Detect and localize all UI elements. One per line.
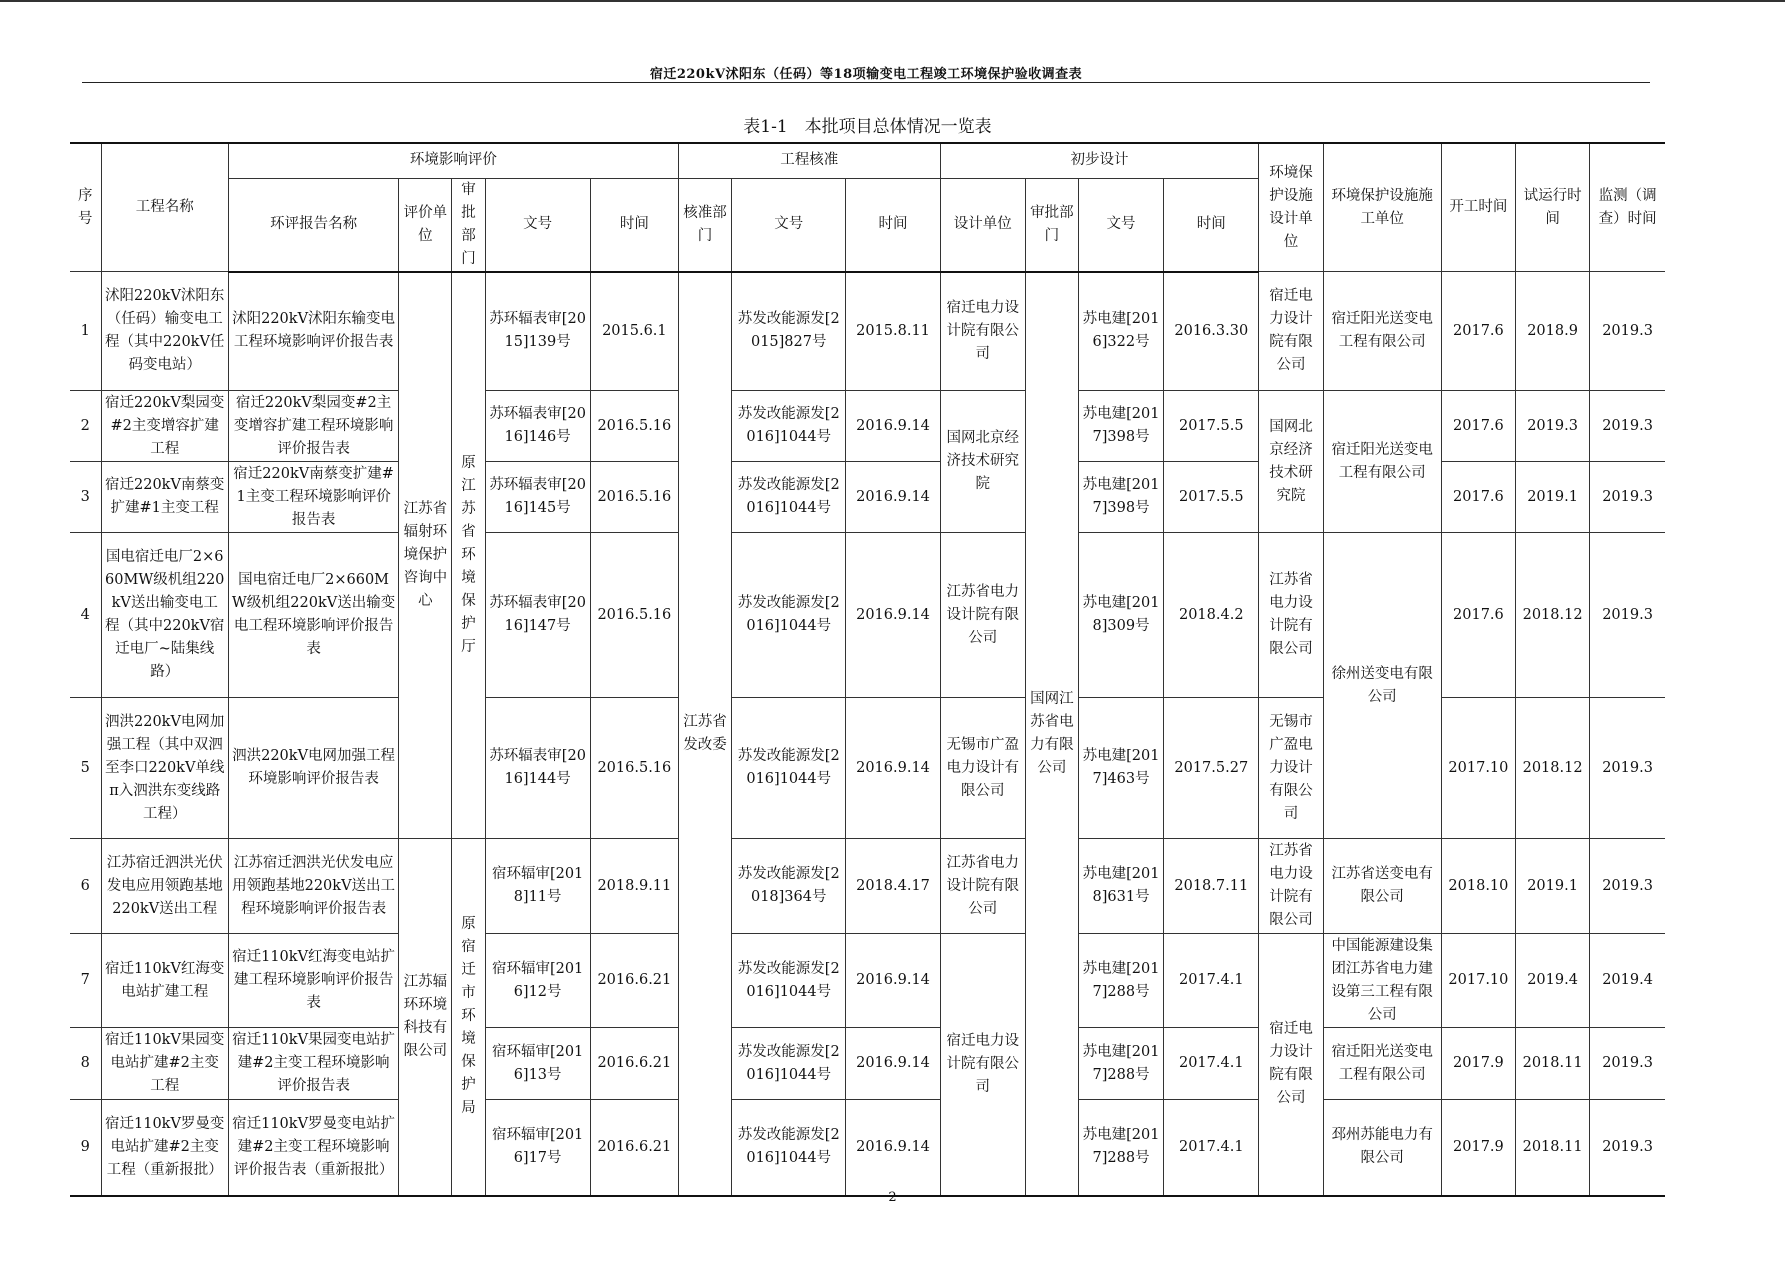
cell-eia-doc: 宿环辐审[2016]13号 xyxy=(485,1028,590,1100)
table-row xyxy=(70,272,1665,391)
cell-env-design-unit: 宿迁电力设计院有限公司 xyxy=(1259,272,1323,391)
cell-eia-unit: 江苏省辐射环境保护咨询中心 xyxy=(399,272,452,839)
cell-eia-doc: 苏环辐表审[2016]145号 xyxy=(485,462,590,533)
cell-trial-time: 2018.12 xyxy=(1516,533,1590,698)
page-number: 2 xyxy=(888,1190,897,1205)
cell-design-doc: 苏电建[2018]309号 xyxy=(1078,533,1163,698)
cell-project-name: 宿迁110kV罗曼变电站扩建#2主变工程（重新报批） xyxy=(101,1100,228,1196)
cell-approve-time: 2018.4.17 xyxy=(846,839,940,934)
cell-trial-time: 2018.9 xyxy=(1516,272,1590,391)
cell-eia-time: 2016.5.16 xyxy=(590,391,678,462)
cell-approve-time: 2016.9.14 xyxy=(846,391,940,462)
cell-approve-doc: 苏发改能源发[2016]1044号 xyxy=(732,1100,846,1196)
cell-approve-doc: 苏发改能源发[2018]364号 xyxy=(732,839,846,934)
cell-env-build-unit: 邳州苏能电力有限公司 xyxy=(1323,1100,1441,1196)
cell-approve-doc: 苏发改能源发[2016]1044号 xyxy=(732,391,846,462)
col-group-design: 初步设计 xyxy=(940,143,1259,178)
cell-project-name: 宿迁110kV红海变电站扩建工程 xyxy=(101,934,228,1028)
cell-approve-doc: 苏发改能源发[2016]1044号 xyxy=(732,698,846,839)
cell-start-time: 2017.6 xyxy=(1441,533,1515,698)
cell-design-doc: 苏电建[2017]398号 xyxy=(1078,391,1163,462)
col-design-doc: 文号 xyxy=(1078,178,1163,272)
cell-design-time: 2017.4.1 xyxy=(1164,1028,1259,1100)
cell-monitor-time: 2019.3 xyxy=(1590,839,1665,934)
cell-approve-time: 2016.9.14 xyxy=(846,1028,940,1100)
cell-env-design-unit: 宿迁电力设计院有限公司 xyxy=(1259,934,1323,1196)
col-design-unit: 设计单位 xyxy=(940,178,1025,272)
cell-start-time: 2017.9 xyxy=(1441,1100,1515,1196)
cell-trial-time: 2018.11 xyxy=(1516,1028,1590,1100)
cell-project-name: 沭阳220kV沭阳东（任码）输变电工程（其中220kV任码变电站） xyxy=(101,272,228,391)
col-monitor-time: 监测（调查）时间 xyxy=(1590,143,1665,272)
cell-env-build-unit: 中国能源建设集团江苏省电力建设第三工程有限公司 xyxy=(1323,934,1441,1028)
cell-approve-doc: 苏发改能源发[2016]1044号 xyxy=(732,1028,846,1100)
cell-seq: 4 xyxy=(70,533,101,698)
cell-design-time: 2017.5.5 xyxy=(1164,391,1259,462)
cell-approve-time: 2016.9.14 xyxy=(846,934,940,1028)
col-approve-doc: 文号 xyxy=(732,178,846,272)
cell-seq: 9 xyxy=(70,1100,101,1196)
cell-trial-time: 2019.3 xyxy=(1516,391,1590,462)
cell-design-doc: 苏电建[2018]631号 xyxy=(1078,839,1163,934)
cell-project-name: 国电宿迁电厂2×660MW级机组220kV送出输变电工程（其中220kV宿迁电厂~陆集线路） xyxy=(101,533,228,698)
cell-seq: 3 xyxy=(70,462,101,533)
cell-eia-report: 宿迁110kV果园变电站扩建#2主变工程环境影响评价报告表 xyxy=(228,1028,398,1100)
cell-start-time: 2017.6 xyxy=(1441,272,1515,391)
cell-env-design-unit: 国网北京经济技术研究院 xyxy=(1259,391,1323,533)
cell-project-name: 泗洪220kV电网加强工程（其中双泗至李口220kV单线π入泗洪东变线路工程） xyxy=(101,698,228,839)
cell-design-dept: 国网江苏省电力有限公司 xyxy=(1025,272,1078,1196)
cell-project-name: 宿迁110kV果园变电站扩建#2主变工程 xyxy=(101,1028,228,1100)
cell-design-doc: 苏电建[2017]398号 xyxy=(1078,462,1163,533)
cell-approve-doc: 苏发改能源发[2015]827号 xyxy=(732,272,846,391)
cell-design-time: 2018.4.2 xyxy=(1164,533,1259,698)
cell-env-build-unit: 宿迁阳光送变电工程有限公司 xyxy=(1323,1028,1441,1100)
col-group-approval: 工程核准 xyxy=(678,143,940,178)
table-row xyxy=(70,391,1665,462)
table-row xyxy=(70,1100,1665,1196)
cell-trial-time: 2019.1 xyxy=(1516,839,1590,934)
cell-design-unit: 宿迁电力设计院有限公司 xyxy=(940,272,1025,391)
cell-design-time: 2018.7.11 xyxy=(1164,839,1259,934)
col-eia-dept: 审批部门 xyxy=(452,178,485,272)
cell-eia-time: 2016.5.16 xyxy=(590,462,678,533)
cell-seq: 7 xyxy=(70,934,101,1028)
cell-eia-time: 2016.6.21 xyxy=(590,1028,678,1100)
cell-project-name: 宿迁220kV梨园变#2主变增容扩建工程 xyxy=(101,391,228,462)
cell-approve-doc: 苏发改能源发[2016]1044号 xyxy=(732,462,846,533)
cell-eia-doc: 宿环辐审[2016]17号 xyxy=(485,1100,590,1196)
cell-env-design-unit: 江苏省电力设计院有限公司 xyxy=(1259,839,1323,934)
cell-design-unit: 江苏省电力设计院有限公司 xyxy=(940,839,1025,934)
cell-eia-doc: 苏环辐表审[2016]147号 xyxy=(485,533,590,698)
cell-approve-dept: 江苏省发改委 xyxy=(678,272,731,1196)
cell-approve-doc: 苏发改能源发[2016]1044号 xyxy=(732,934,846,1028)
col-seq: 序号 xyxy=(70,143,101,272)
cell-env-design-unit: 无锡市广盈电力设计有限公司 xyxy=(1259,698,1323,839)
cell-approve-doc: 苏发改能源发[2016]1044号 xyxy=(732,533,846,698)
cell-env-build-unit: 徐州送变电有限公司 xyxy=(1323,533,1441,839)
cell-eia-time: 2018.9.11 xyxy=(590,839,678,934)
cell-design-time: 2017.5.27 xyxy=(1164,698,1259,839)
cell-eia-report: 宿迁110kV罗曼变电站扩建#2主变工程环境影响评价报告表（重新报批） xyxy=(228,1100,398,1196)
cell-design-doc: 苏电建[2017]463号 xyxy=(1078,698,1163,839)
col-group-eia: 环境影响评价 xyxy=(228,143,678,178)
cell-eia-dept: 原江苏省环境保护厅 xyxy=(452,272,485,839)
cell-design-time: 2016.3.30 xyxy=(1164,272,1259,391)
cell-monitor-time: 2019.3 xyxy=(1590,698,1665,839)
cell-design-doc: 苏电建[2017]288号 xyxy=(1078,1028,1163,1100)
cell-design-unit: 无锡市广盈电力设计有限公司 xyxy=(940,698,1025,839)
col-trial-time: 试运行时间 xyxy=(1516,143,1590,272)
cell-design-time: 2017.5.5 xyxy=(1164,462,1259,533)
col-eia-report: 环评报告名称 xyxy=(228,178,398,272)
cell-approve-time: 2016.9.14 xyxy=(846,1100,940,1196)
col-start-time: 开工时间 xyxy=(1441,143,1515,272)
cell-monitor-time: 2019.3 xyxy=(1590,1100,1665,1196)
cell-design-unit: 江苏省电力设计院有限公司 xyxy=(940,533,1025,698)
cell-env-build-unit: 江苏省送变电有限公司 xyxy=(1323,839,1441,934)
cell-seq: 2 xyxy=(70,391,101,462)
top-border-line xyxy=(0,0,1785,2)
table-row xyxy=(70,533,1665,698)
cell-start-time: 2017.9 xyxy=(1441,1028,1515,1100)
cell-approve-time: 2016.9.14 xyxy=(846,698,940,839)
cell-design-time: 2017.4.1 xyxy=(1164,1100,1259,1196)
cell-seq: 8 xyxy=(70,1028,101,1100)
cell-eia-report: 宿迁110kV红海变电站扩建工程环境影响评价报告表 xyxy=(228,934,398,1028)
table-row xyxy=(70,934,1665,1028)
cell-eia-doc: 苏环辐表审[2016]146号 xyxy=(485,391,590,462)
cell-trial-time: 2019.1 xyxy=(1516,462,1590,533)
cell-trial-time: 2018.11 xyxy=(1516,1100,1590,1196)
col-approve-dept: 核准部门 xyxy=(678,178,731,272)
cell-design-unit: 宿迁电力设计院有限公司 xyxy=(940,934,1025,1196)
header-rule xyxy=(82,82,1650,83)
cell-approve-time: 2016.9.14 xyxy=(846,533,940,698)
cell-trial-time: 2018.12 xyxy=(1516,698,1590,839)
cell-eia-doc: 宿环辐审[2016]12号 xyxy=(485,934,590,1028)
table-caption: 表1-1 本批项目总体情况一览表 xyxy=(743,117,992,137)
cell-design-doc: 苏电建[2017]288号 xyxy=(1078,1100,1163,1196)
cell-start-time: 2017.6 xyxy=(1441,462,1515,533)
cell-project-name: 江苏宿迁泗洪光伏发电应用领跑基地220kV送出工程 xyxy=(101,839,228,934)
cell-monitor-time: 2019.3 xyxy=(1590,533,1665,698)
cell-eia-doc: 苏环辐表审[2015]139号 xyxy=(485,272,590,391)
cell-eia-time: 2015.6.1 xyxy=(590,272,678,391)
cell-start-time: 2017.6 xyxy=(1441,391,1515,462)
cell-eia-doc: 宿环辐审[2018]11号 xyxy=(485,839,590,934)
col-design-time: 时间 xyxy=(1164,178,1259,272)
cell-monitor-time: 2019.3 xyxy=(1590,391,1665,462)
col-eia-unit: 评价单位 xyxy=(399,178,452,272)
col-project-name: 工程名称 xyxy=(101,143,228,272)
cell-monitor-time: 2019.4 xyxy=(1590,934,1665,1028)
cell-eia-time: 2016.6.21 xyxy=(590,934,678,1028)
cell-seq: 1 xyxy=(70,272,101,391)
cell-eia-time: 2016.5.16 xyxy=(590,698,678,839)
cell-eia-report: 宿迁220kV梨园变#2主变增容扩建工程环境影响评价报告表 xyxy=(228,391,398,462)
cell-monitor-time: 2019.3 xyxy=(1590,462,1665,533)
cell-design-doc: 苏电建[2017]288号 xyxy=(1078,934,1163,1028)
cell-eia-report: 江苏宿迁泗洪光伏发电应用领跑基地220kV送出工程环境影响评价报告表 xyxy=(228,839,398,934)
cell-start-time: 2018.10 xyxy=(1441,839,1515,934)
col-design-dept: 审批部门 xyxy=(1025,178,1078,272)
table-row xyxy=(70,1028,1665,1100)
cell-project-name: 宿迁220kV南蔡变扩建#1主变工程 xyxy=(101,462,228,533)
cell-trial-time: 2019.4 xyxy=(1516,934,1590,1028)
cell-eia-time: 2016.5.16 xyxy=(590,533,678,698)
col-env-design-unit: 环境保护设施设计单位 xyxy=(1259,143,1323,272)
cell-start-time: 2017.10 xyxy=(1441,698,1515,839)
cell-design-time: 2017.4.1 xyxy=(1164,934,1259,1028)
cell-design-unit: 国网北京经济技术研究院 xyxy=(940,391,1025,533)
cell-seq: 5 xyxy=(70,698,101,839)
cell-eia-report: 泗洪220kV电网加强工程环境影响评价报告表 xyxy=(228,698,398,839)
cell-eia-unit: 江苏辐环环境科技有限公司 xyxy=(399,839,452,1196)
cell-design-doc: 苏电建[2016]322号 xyxy=(1078,272,1163,391)
cell-eia-report: 沭阳220kV沭阳东输变电工程环境影响评价报告表 xyxy=(228,272,398,391)
cell-eia-dept: 原宿迁市环境保护局 xyxy=(452,839,485,1196)
cell-monitor-time: 2019.3 xyxy=(1590,272,1665,391)
col-eia-time: 时间 xyxy=(590,178,678,272)
cell-env-build-unit: 宿迁阳光送变电工程有限公司 xyxy=(1323,391,1441,533)
col-eia-doc: 文号 xyxy=(485,178,590,272)
col-approve-time: 时间 xyxy=(846,178,940,272)
cell-env-design-unit: 江苏省电力设计院有限公司 xyxy=(1259,533,1323,698)
cell-env-build-unit: 宿迁阳光送变电工程有限公司 xyxy=(1323,272,1441,391)
col-env-build-unit: 环境保护设施施工单位 xyxy=(1323,143,1441,272)
cell-approve-time: 2016.9.14 xyxy=(846,462,940,533)
cell-start-time: 2017.10 xyxy=(1441,934,1515,1028)
cell-approve-time: 2015.8.11 xyxy=(846,272,940,391)
cell-eia-report: 宿迁220kV南蔡变扩建#1主变工程环境影响评价报告表 xyxy=(228,462,398,533)
cell-eia-time: 2016.6.21 xyxy=(590,1100,678,1196)
cell-eia-doc: 苏环辐表审[2016]144号 xyxy=(485,698,590,839)
project-summary-table xyxy=(70,142,1665,1197)
running-header: 宿迁220kV沭阳东（任码）等18项输变电工程竣工环境保护验收调查表 xyxy=(649,67,1083,82)
cell-monitor-time: 2019.3 xyxy=(1590,1028,1665,1100)
table-row xyxy=(70,839,1665,934)
cell-seq: 6 xyxy=(70,839,101,934)
cell-eia-report: 国电宿迁电厂2×660MW级机组220kV送出输变电工程环境影响评价报告表 xyxy=(228,533,398,698)
